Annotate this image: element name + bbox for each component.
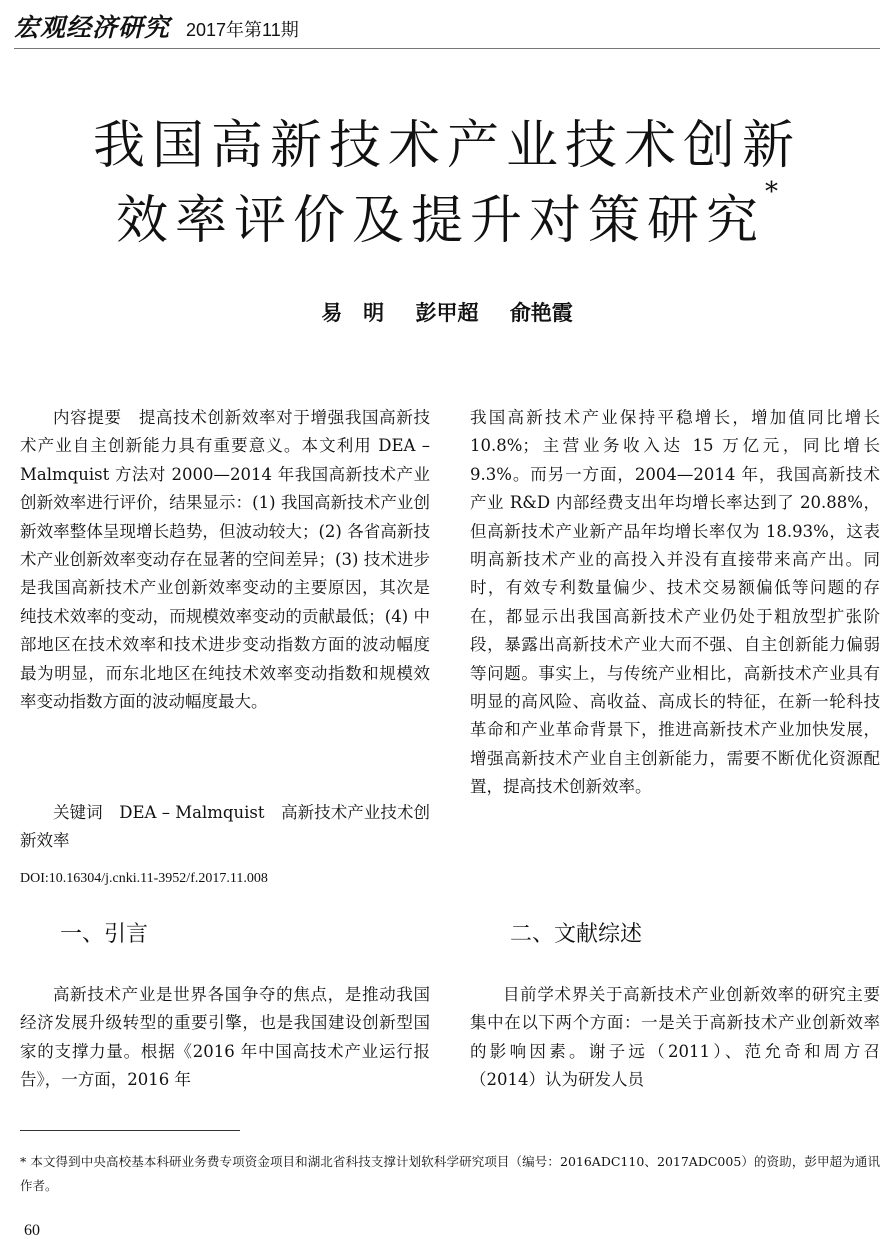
abstract: [20, 404, 430, 716]
title-line-2: 效率评价及提升对策研究*: [115, 176, 778, 251]
paragraph-text: 高新技术产业是世界各国争夺的焦点，是推动我国经济发展升级转型的重要引擎，也是我国建设创新型国家的支撑力量。根据《2016 年中国高技术产业运行报告》，一方面，2016 年: [20, 985, 430, 1090]
intro-paragraph: [20, 981, 430, 1095]
keywords: [20, 799, 430, 856]
paragraph-text: 目前学术界关于高新技术产业创新效率的研究主要集中在以下两个方面：一是关于高新技术产业创新效率的影响因素。谢子远（2011）、范允奇和周方召（2014）认为研发人员: [470, 985, 880, 1090]
author: 俞艳霞: [509, 301, 573, 325]
author-list: [0, 297, 894, 327]
page-number: 60: [24, 1222, 40, 1239]
body-paragraph-right: [470, 404, 880, 802]
author: 易 明: [321, 301, 385, 325]
issue-number: 2017年第11期: [186, 20, 299, 40]
journal-name: 宏观经济研究: [14, 13, 171, 42]
review-paragraph: [470, 981, 880, 1095]
header-rule: [14, 48, 880, 49]
footnote-rule: [20, 1130, 240, 1131]
title-line-1: 我国高新技术产业技术创新: [92, 116, 801, 176]
paragraph-text: 我国高新技术产业保持平稳增长，增加值同比增长 10.8%；主营业务收入达 15 万亿元，同比增长 9.3%。而另一方面，2004—2014 年，我国高新技术产业 R&D 内部经费支出年均增长率达到了 20.88%，但高新技术产业新产品年均增长率仅为 18.93%，这表明高新技术产业的高投入并没有直接带来高产出。同时，有效专利数量偏少、技术交易额偏低等问题的存在，都显示出我国高新技术产业仍处于粗放型扩张阶段，暴露出高新技术产业大而不强、自主创新能力偏弱等问题。事实上，与传统产业相比，高新技术产业具有明显的高风险、高收益、高成长的特征，在新一轮科技革命和产业革命背景下，推进高新技术产业加快发展，增强高新技术产业自主创新能力，需要不断优化资源配置，提高技术创新效率。: [470, 408, 880, 797]
keywords-text: 关键词 DEA – Malmquist 高新技术产业技术创新效率: [20, 803, 430, 851]
doi: DOI:10.16304/j.cnki.11-3952/f.2017.11.008: [20, 871, 268, 886]
footnote: * 本文得到中央高校基本科研业务费专项资金项目和湖北省科技支撑计划软科学研究项目（编号：2016ADC110、2017ADC005）的资助，彭甲超为通讯作者。: [20, 1154, 880, 1193]
running-header: [14, 8, 299, 48]
author: 彭甲超: [415, 301, 479, 325]
section-heading-intro: 一、引言: [60, 922, 149, 947]
title-footnote-mark: *: [765, 176, 778, 207]
section-heading-review: 二、文献综述: [510, 922, 643, 947]
abstract-text: 内容提要 提高技术创新效率对于增强我国高新技术产业自主创新能力具有重要意义。本文利用 DEA – Malmquist 方法对 2000—2014 年我国高新技术产业创新效率进行评价，结果显示：(1) 我国高新技术产业创新效率整体呈现增长趋势，但波动较大；(2) 各省高新技术产业创新效率变动存在显著的空间差异；(3) 技术进步是我国高新技术产业创新效率变动的主要原因，其次是纯技术效率的变动，而规模效率变动的贡献最低；(4) 中部地区在技术效率和技术进步变动指数方面的波动幅度最为明显，而东北地区在纯技术效率变动指数和规模效率变动指数方面的波动幅度最大。: [20, 408, 430, 712]
